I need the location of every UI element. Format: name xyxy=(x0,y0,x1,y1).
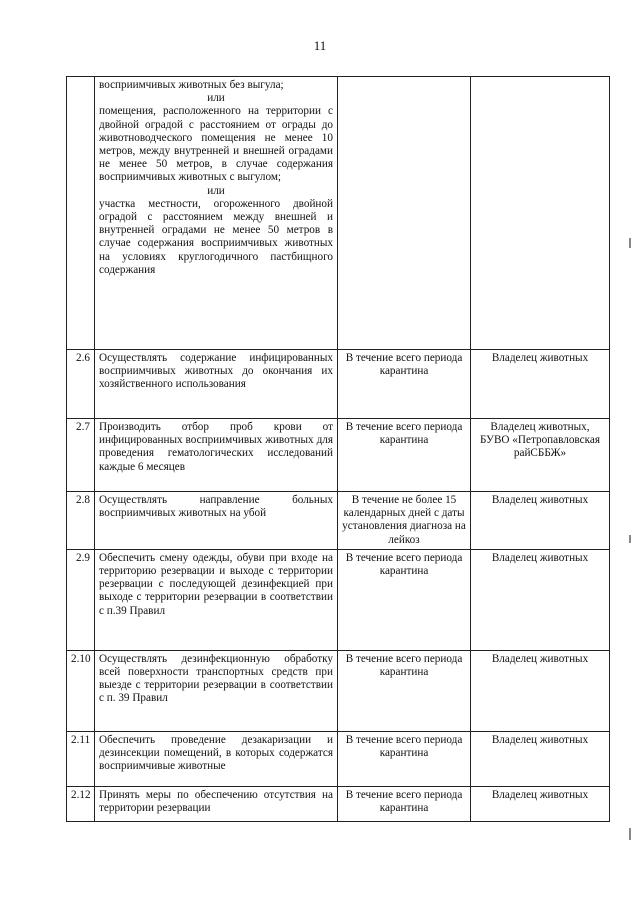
measures-table xyxy=(66,76,610,822)
row-number: 2.8 xyxy=(67,492,95,550)
table-row xyxy=(67,650,610,731)
continuation-or: или xyxy=(207,184,225,197)
row-action: Осуществлять направление больных восприимчивых животных на убой xyxy=(95,492,338,550)
row-term: В течение всего периода карантина xyxy=(338,650,471,731)
row-responsible: Владелец животных, БУВО «Петропавловская райСББЖ» xyxy=(471,419,610,492)
row-action: Принять меры по обеспечению отсутствия на территории резервации xyxy=(95,786,338,821)
row-number: 2.6 xyxy=(67,350,95,419)
row-responsible: Владелец животных xyxy=(471,492,610,550)
row-responsible: Владелец животных xyxy=(471,731,610,786)
responsible-cell xyxy=(471,77,610,350)
scan-margin-mark xyxy=(629,535,631,543)
row-responsible: Владелец животных xyxy=(471,650,610,731)
table-row-continuation xyxy=(67,77,610,350)
table-row xyxy=(67,549,610,650)
action-cell xyxy=(95,77,338,350)
continuation-line: восприимчивых животных без выгула; xyxy=(99,79,284,91)
row-number: 2.12 xyxy=(67,786,95,821)
row-responsible: Владелец животных xyxy=(471,549,610,650)
row-responsible: Владелец животных xyxy=(471,350,610,419)
continuation-line: участка местности, огороженного двойной оградой с расстоянием между внешней и внутренней оградами не менее 50 метров в случае содержания восприимчивых животных на условиях круглогодичного пастбищного содержания xyxy=(99,197,333,276)
row-term: В течение всего периода карантина xyxy=(338,419,471,492)
row-number: 2.10 xyxy=(67,650,95,731)
continuation-line: помещения, расположенного на территории с двойной оградой с расстоянием от ограды до животноводческого помещения не менее 10 метров, между внутренней и внешней оградами не менее 50 метров, в случае содержания восприимчивых животных с выгулом; xyxy=(99,105,333,184)
row-action: Осуществлять содержание инфицированных восприимчивых животных до окончания их хозяйственного использования xyxy=(95,350,338,419)
table-row xyxy=(67,492,610,550)
row-term: В течение не более 15 календарных дней с даты установления диагноза на лейкоз xyxy=(338,492,471,550)
table-row xyxy=(67,786,610,821)
row-action: Осуществлять дезинфекционную обработку всей поверхности транспортных средств при выезде с территории резервации в соответствии с п. 39 Правил xyxy=(95,650,338,731)
row-number: 2.11 xyxy=(67,731,95,786)
row-term: В течение всего периода карантина xyxy=(338,350,471,419)
table-row xyxy=(67,350,610,419)
row-term: В течение всего периода карантина xyxy=(338,731,471,786)
continuation-or: или xyxy=(207,92,225,105)
row-action: Обеспечить проведение дезакаризации и дезинсекции помещений, в которых содержатся восприимчивые животные xyxy=(95,731,338,786)
table-row xyxy=(67,731,610,786)
row-term: В течение всего периода карантина xyxy=(338,786,471,821)
row-number: 2.9 xyxy=(67,549,95,650)
scan-margin-mark xyxy=(629,828,631,840)
table-row xyxy=(67,419,610,492)
term-cell xyxy=(338,77,471,350)
row-number-cell xyxy=(67,77,95,350)
scan-margin-mark xyxy=(629,238,631,248)
row-responsible: Владелец животных xyxy=(471,786,610,821)
page-number: 11 xyxy=(313,38,327,53)
row-number: 2.7 xyxy=(67,419,95,492)
row-action: Обеспечить смену одежды, обуви при входе на территорию резервации и выходе с территории резервации с последующей дезинфекцией при выходе с территории резервации в соответствии с п.39 Правил xyxy=(95,549,338,650)
row-action: Производить отбор проб крови от инфицированных восприимчивых животных для проведения гематологических исследований каждые 6 месяцев xyxy=(95,419,338,492)
row-term: В течение всего периода карантина xyxy=(338,549,471,650)
